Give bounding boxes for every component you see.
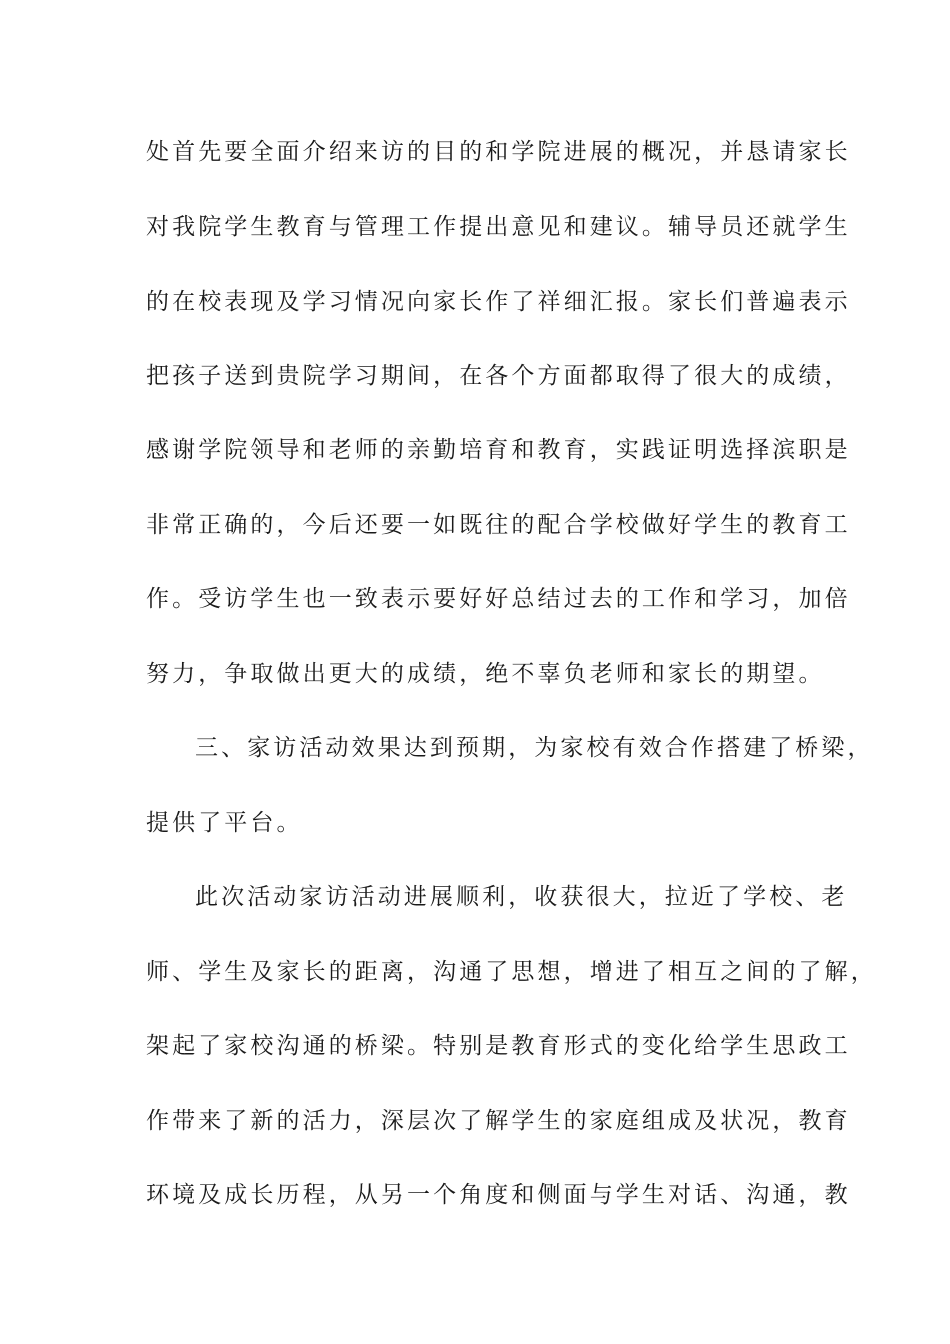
text-line: 的在校表现及学习情况向家长作了祥细汇报。家长们普遍表示 (146, 289, 851, 315)
text-line: 作。受访学生也一致表示要好好总结过去的工作和学习，加倍 (146, 586, 851, 612)
text-line: 提供了平台。 (146, 810, 303, 836)
text-line: 非常正确的，今后还要一如既往的配合学校做好学生的教育工 (146, 512, 851, 538)
text-line: 环境及成长历程，从另一个角度和侧面与学生对话、沟通，教 (146, 1182, 851, 1208)
text-line: 处首先要全面介绍来访的目的和学院进展的概况，并恳请家长 (146, 139, 851, 165)
text-line: 努力，争取做出更大的成绩，绝不辜负老师和家长的期望。 (146, 661, 825, 687)
text-line: 对我院学生教育与管理工作提出意见和建议。辅导员还就学生 (146, 214, 851, 240)
text-line: 感谢学院领导和老师的亲勤培育和教育，实践证明选择滨职是 (146, 437, 851, 463)
text-line: 把孩子送到贵院学习期间，在各个方面都取得了很大的成绩， (146, 363, 851, 389)
text-line: 师、学生及家长的距离，沟通了思想，增进了相互之间的了解， (146, 959, 877, 985)
paragraph-start: 此次活动家访活动进展顺利，收获很大，拉近了学校、老 (195, 884, 848, 910)
text-line: 作带来了新的活力，深层次了解学生的家庭组成及状况，教育 (146, 1108, 851, 1134)
text-line: 架起了家校沟通的桥梁。特别是教育形式的变化给学生思政工 (146, 1033, 851, 1059)
section-heading: 三、家访活动效果达到预期，为家校有效合作搭建了桥梁， (195, 735, 874, 761)
